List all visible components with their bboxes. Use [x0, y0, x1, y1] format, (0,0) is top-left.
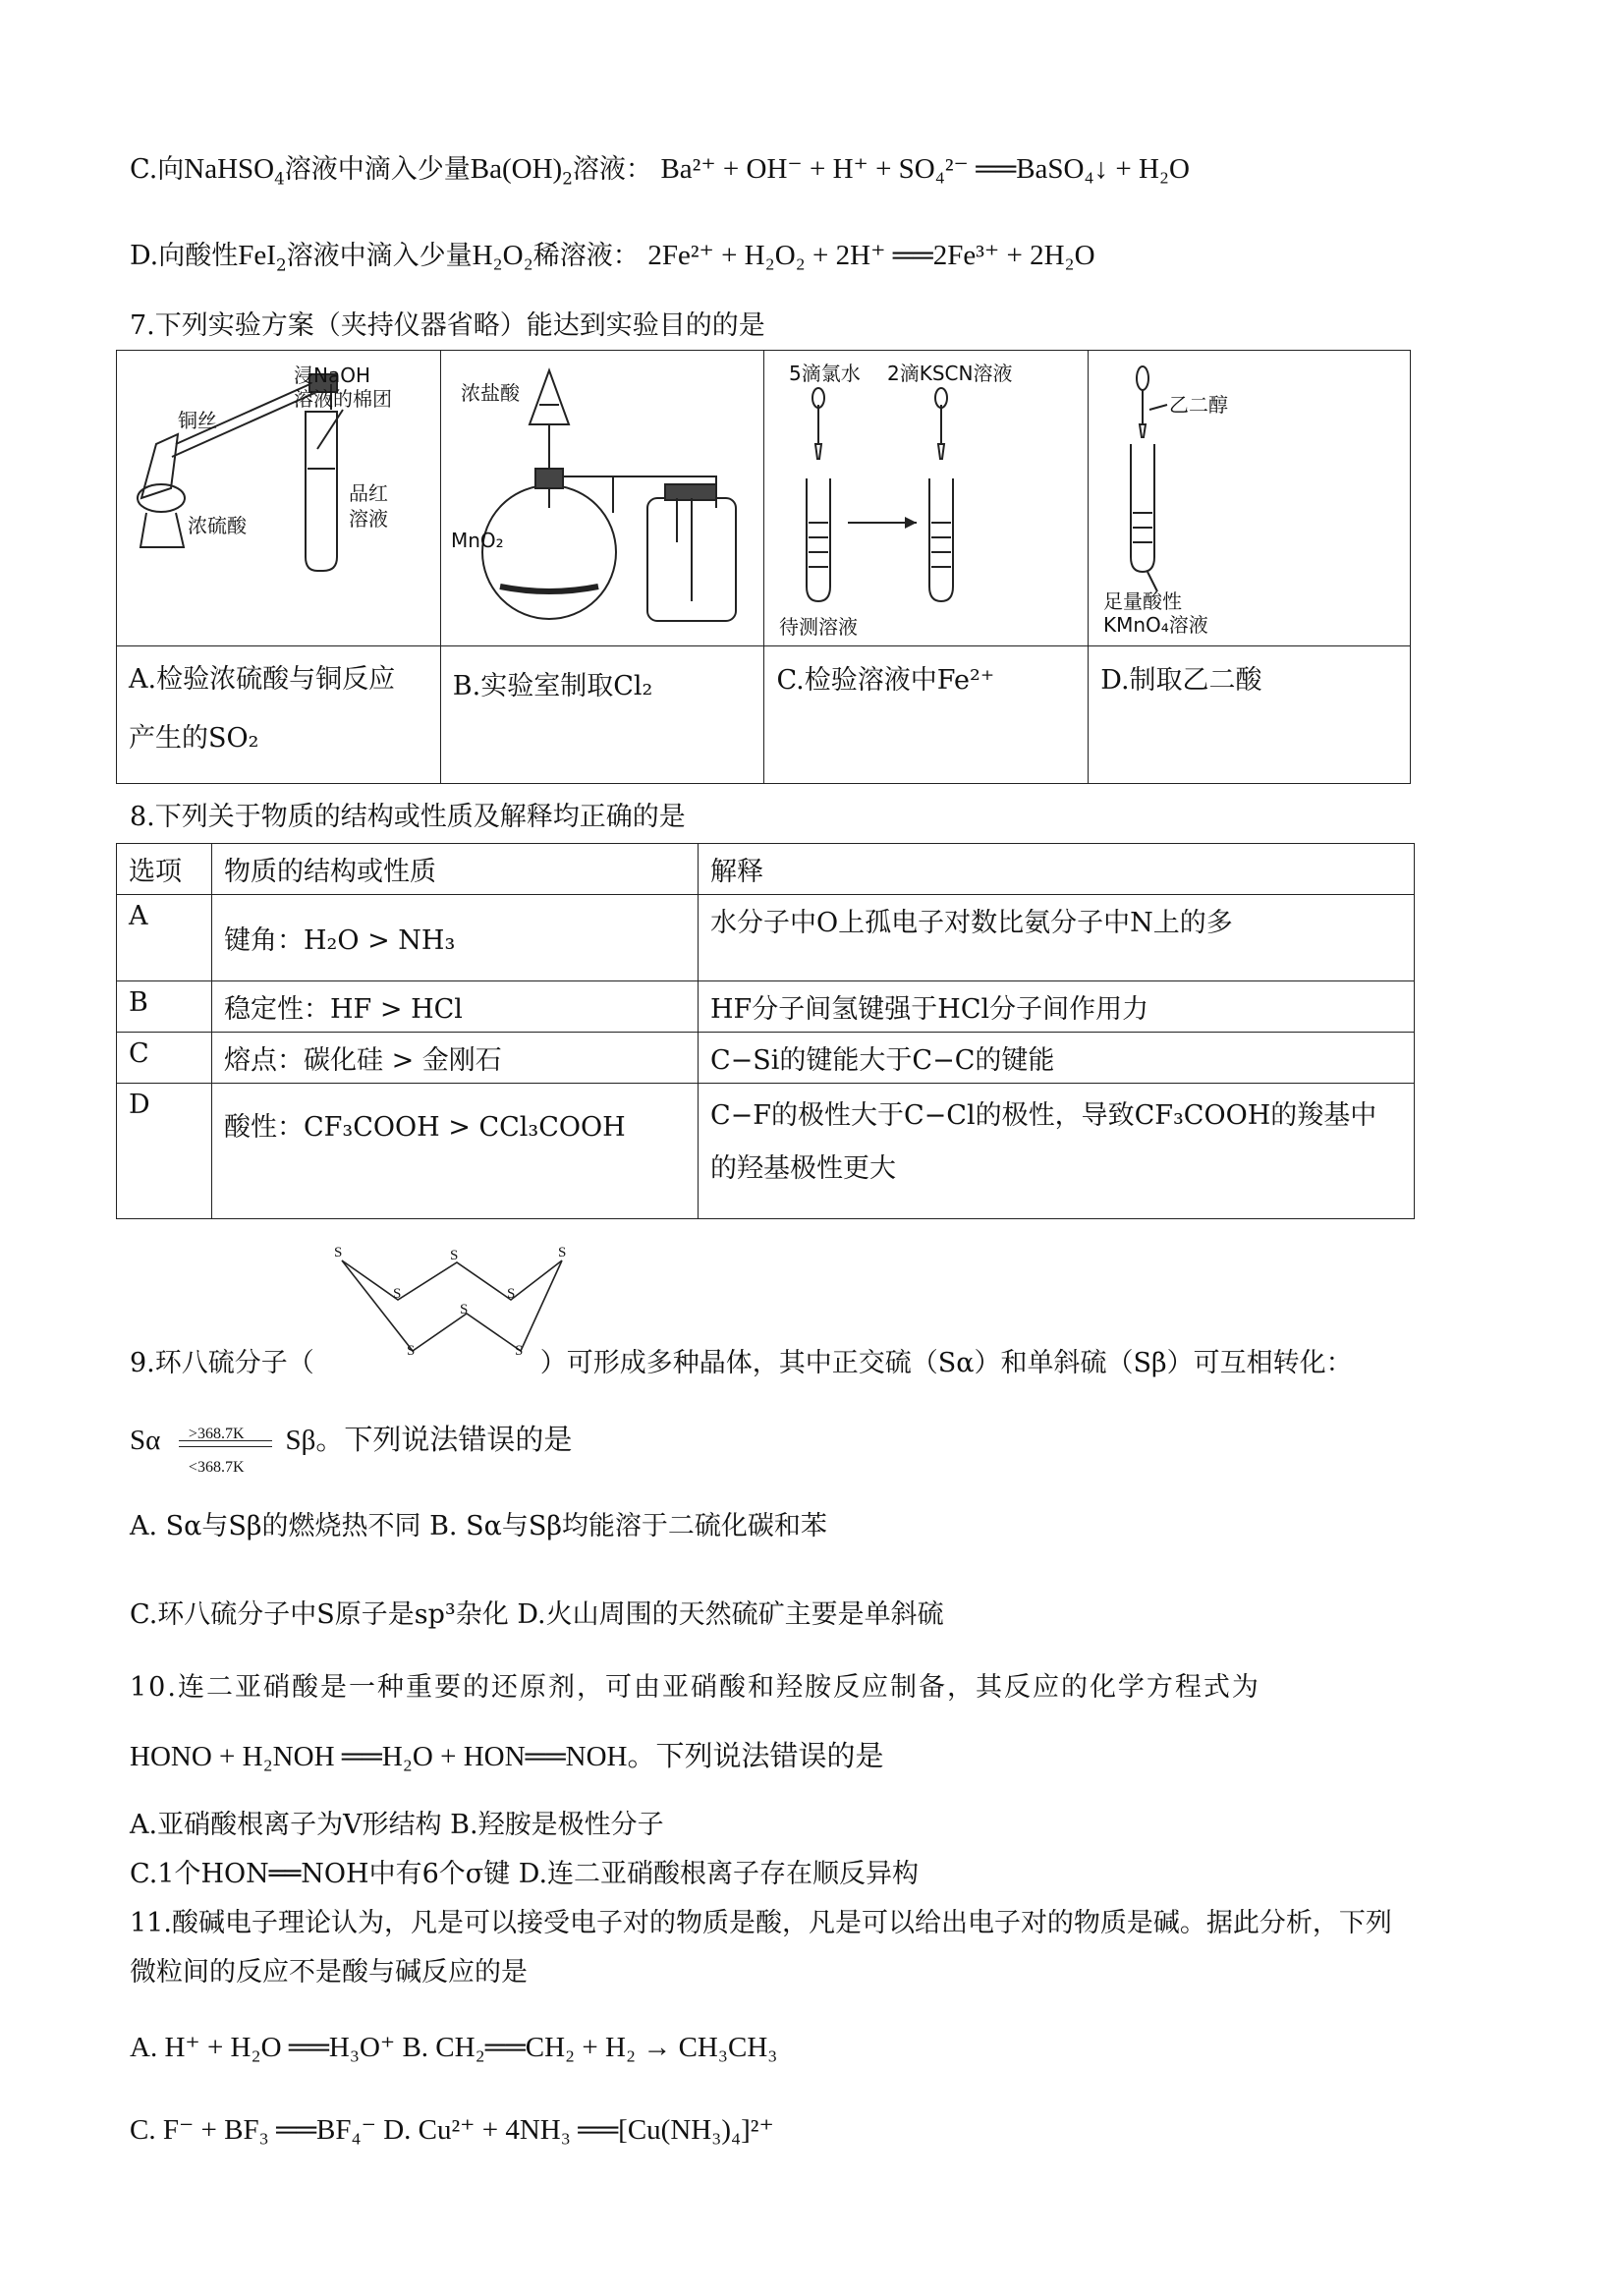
- q8-row-a-property: 键角：H₂O > NH₃: [212, 895, 699, 981]
- q8-header-option: 选项: [117, 844, 212, 895]
- q6-c-equation: Ba²⁺ + OH⁻ + H⁺ + SO₄²⁻ ══BaSO₄↓ + H₂O: [660, 153, 1190, 185]
- s-atom-7: S: [460, 1302, 469, 1317]
- s-atom-5: S: [558, 1245, 567, 1260]
- q6-d-mid: 溶液中滴入少量: [286, 241, 473, 271]
- q7-option-row: [117, 646, 1411, 784]
- q9-condition-top: >368.7K: [188, 1425, 245, 1442]
- q9-options-cd: C.环八硫分子中S原子是sp³杂化 D.火山周围的天然硫矿主要是单斜硫: [130, 1599, 944, 1630]
- q8-row-c-option: C: [117, 1033, 212, 1084]
- q6-c-formula-baoh2: Ba(OH): [470, 153, 563, 185]
- fig-d-label-glycol: 乙二醇: [1169, 393, 1229, 417]
- q6-d-equation: 2Fe²⁺ + H₂O₂ + 2H⁺ ══2Fe³⁺ + 2H₂O: [647, 240, 1095, 271]
- q8-row-a-option: A: [117, 895, 212, 981]
- q6-d-mid2: 稀溶液：: [532, 241, 640, 271]
- copy-sulfuric-apparatus-figure: [117, 351, 441, 645]
- s-atom-1: S: [334, 1245, 343, 1260]
- table-row: [117, 895, 1415, 981]
- q6-d-formula-fei2: FeI: [238, 240, 276, 271]
- fig-d-label-kmno4: KMnO₄溶液: [1103, 613, 1209, 637]
- q7-figure-d: [1089, 351, 1411, 646]
- q7-figure-b: [440, 351, 764, 646]
- q7-option-c: C.检验溶液中Fe²⁺: [776, 665, 995, 696]
- q6-c-mid: 溶液中滴入少量: [284, 154, 471, 185]
- q8-header-row: [117, 844, 1415, 895]
- q7-cell-b: [440, 646, 764, 784]
- q9-stem-a: 9.环八硫分子（: [130, 1348, 314, 1378]
- table-row: [117, 1084, 1415, 1219]
- q7-cell-a: [117, 646, 441, 784]
- q7-option-a-line2: 产生的SO₂: [129, 723, 259, 754]
- table-row: [117, 981, 1415, 1033]
- fig-c-label-sample: 待测溶液: [779, 615, 859, 639]
- fig-a-label-cotton: 溶液的棉团: [294, 387, 392, 411]
- q9-stem-b: ）可形成多种晶体，其中正交硫（Sα）和单斜硫（Sβ）可互相转化：: [539, 1348, 1353, 1378]
- fig-a-label-copper: 铜丝: [178, 409, 217, 432]
- q8-row-d-property: 酸性：CF₃COOH > CCl₃COOH: [212, 1084, 699, 1219]
- q6-d-formula-h2o2: H₂O₂: [472, 240, 533, 271]
- q8-row-b-property: 稳定性：HF > HCl: [212, 981, 699, 1033]
- q7-option-a-line1: A.检验浓硫酸与铜反应: [129, 664, 396, 695]
- fig-d-label-acidic: 足量酸性: [1103, 589, 1183, 613]
- q7-table: [116, 350, 1411, 784]
- oxalic-acid-figure: [1089, 351, 1411, 645]
- chlorine-generator-figure: [441, 351, 765, 645]
- q9-s-alpha: Sα: [130, 1425, 161, 1456]
- q7-figure-row: [117, 351, 1411, 646]
- q8-header-explanation: 解释: [699, 844, 1415, 895]
- q8-row-c-explanation: C−Si的键能大于C−C的键能: [699, 1033, 1415, 1084]
- q7-cell-d: [1089, 646, 1411, 784]
- q9-equilibrium-arrow: [169, 1423, 277, 1476]
- q7-figure-a: [117, 351, 441, 646]
- q9-options-ab: A. Sα与Sβ的燃烧热不同 B. Sα与Sβ均能溶于二硫化碳和苯: [130, 1511, 827, 1541]
- q7-stem: 7.下列实验方案（夹持仪器省略）能达到实验目的的是: [130, 310, 765, 341]
- fig-b-label-hcl: 浓盐酸: [460, 381, 520, 405]
- q10-stem-line2: HONO + H₂NOH ══H₂O + HON══NOH。下列说法错误的是: [130, 1741, 884, 1772]
- q10-options-cd: C.1个HON══NOH中有6个σ键 D.连二亚硝酸根离子存在顺反异构: [130, 1859, 920, 1889]
- fe2-test-figure: [764, 351, 1089, 645]
- q7-figure-c: [764, 351, 1089, 646]
- q11-stem-line2: 微粒间的反应不是酸与碱反应的是: [130, 1957, 528, 1988]
- q10-options-ab: A.亚硝酸根离子为V形结构 B.羟胺是极性分子: [130, 1810, 664, 1840]
- fig-c-label-kscn: 2滴KSCN溶液: [887, 362, 1013, 385]
- fig-a-label-naoh: 浸NaOH: [294, 364, 370, 387]
- fig-b-label-mno2: MnO₂: [450, 529, 504, 552]
- q8-table: [116, 843, 1415, 1219]
- table-row: [117, 1033, 1415, 1084]
- q8-row-d-explanation: C−F的极性大于C−Cl的极性，导致CF₃COOH的羧基中的羟基极性更大: [699, 1084, 1415, 1219]
- q9-s-beta-prompt: Sβ。下列说法错误的是: [285, 1425, 573, 1456]
- q8-stem: 8.下列关于物质的结构或性质及解释均正确的是: [130, 802, 686, 832]
- q6-c-formula-nahso4: NaHSO: [184, 153, 275, 185]
- q10-stem-line1: 10.连二亚硝酸是一种重要的还原剂，可由亚硝酸和羟胺反应制备，其反应的化学方程式为: [130, 1672, 1260, 1703]
- fig-a-label-solution: 溶液: [349, 507, 388, 531]
- fig-c-label-chlorine-water: 5滴氯水: [789, 362, 862, 385]
- q9-conversion: [130, 1421, 573, 1476]
- q7-cell-c: [764, 646, 1089, 784]
- q6-option-c: C.向NaHSO$_4$溶液中滴入少量$Ba(OH)_2$溶液： Ba²⁺ + OH⁻ + H⁺ + SO₄²⁻ ══BaSO₄↓ + H₂O: [130, 153, 1190, 189]
- s-atom-3: S: [450, 1248, 459, 1263]
- s-atom-8: S: [515, 1343, 524, 1359]
- q6-c-mid2: 溶液：: [572, 154, 652, 185]
- q11-options-ab: A. H⁺ + H₂O ══H₃O⁺ B. CH₂══CH₂ + H₂ → CH₃CH₃: [130, 2032, 778, 2063]
- q8-row-b-explanation: HF分子间氢键强于HCl分子间作用力: [699, 981, 1415, 1033]
- q7-option-b: B.实验室制取Cl₂: [452, 671, 653, 701]
- q8-header-property: 物质的结构或性质: [212, 844, 699, 895]
- q6-d-prefix: D.向酸性: [130, 241, 239, 271]
- q9-stem-line1: [130, 1344, 1353, 1383]
- q9-condition-bottom: <368.7K: [188, 1458, 245, 1476]
- fig-a-label-pinhong: 品红: [349, 481, 388, 505]
- q8-row-b-option: B: [117, 981, 212, 1033]
- q8-row-d-option: D: [117, 1084, 212, 1219]
- q11-stem-line1: 11.酸碱电子理论认为，凡是可以接受电子对的物质是酸，凡是可以给出电子对的物质是碱。据此分析，下列: [130, 1908, 1392, 1938]
- q8-row-c-property: 熔点：碳化硅 > 金刚石: [212, 1033, 699, 1084]
- q7-option-d: D.制取乙二酸: [1100, 665, 1262, 696]
- s-atom-4: S: [507, 1286, 516, 1302]
- q8-row-a-explanation: 水分子中O上孤电子对数比氨分子中N上的多: [699, 895, 1415, 981]
- fig-a-label-h2so4: 浓硫酸: [188, 514, 247, 537]
- q6-c-prefix: C.向: [130, 154, 185, 185]
- s-atom-6: S: [407, 1343, 416, 1359]
- s-atom-2: S: [393, 1286, 402, 1302]
- q11-options-cd: C. F⁻ + BF₃ ══BF₄⁻ D. Cu²⁺ + 4NH₃ ══[Cu(NH₃)₄]²⁺: [130, 2114, 774, 2146]
- q6-option-d: D.向酸性FeI$_2$溶液中滴入少量H₂O₂稀溶液： 2Fe²⁺ + H₂O₂ + 2H⁺ ══2Fe³⁺ + 2H₂O: [130, 240, 1095, 275]
